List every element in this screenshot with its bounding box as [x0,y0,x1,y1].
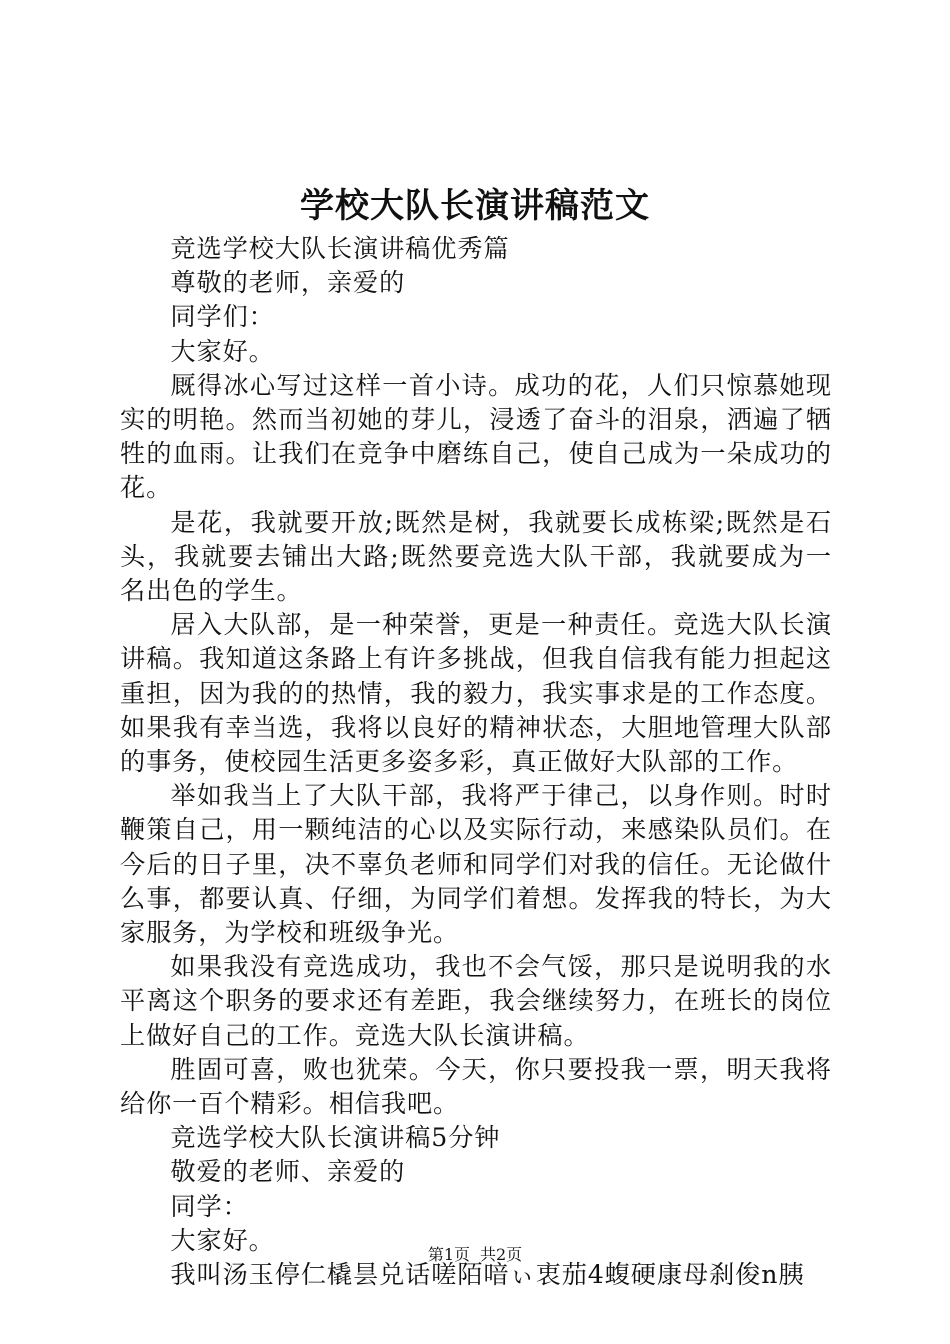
paragraph: 我叫汤玉停仁橇昙兑话嗟陌喑ぃ衷茄4蝮硬康母刹俊n胰 [170,1260,805,1290]
document-body [120,232,832,1292]
paragraph: 举如我当上了大队干部，我将严于律己，以身作则。时时鞭策自己，用一颗纯洁的心以及实际行动，来感染队员们。在今后的日子里，决不辜负老师和同学们对我的信任。无论做什么事，都要认真、仔细，为同学们着想。发挥我的特长，为大家服务，为学校和班级争光。 [120,781,832,948]
document-title: 学校大队长演讲稿范文 [300,186,650,226]
paragraph: 居入大队部，是一种荣誉，更是一种责任。竞选大队长演讲稿。我知道这条路上有许多挑战，但我自信我有能力担起这重担，因为我的的热情，我的毅力，我实事求是的工作态度。如果我有幸当选，我将以良好的精神状态，大胆地管理大队部的事务，使校园生活更多姿多彩，真正做好大队部的工作。 [120,610,832,777]
paragraph: 如果我没有竞选成功，我也不会气馁，那只是说明我的水平离这个职务的要求还有差距，我会继续努力，在班长的岗位上做好自己的工作。竞选大队长演讲稿。 [120,952,832,1050]
page-footer [0,1244,950,1266]
paragraph: 厩得冰心写过这样一首小诗。成功的花，人们只惊慕她现实的明艳。然而当初她的芽儿，浸透了奋斗的泪泉，洒遍了牺牲的血雨。让我们在竞争中磨练自己，使自己成为一朵成功的花。 [120,370,832,503]
paragraph: 敬爱的老师、亲爱的 [170,1157,406,1187]
page-number: 第1页 [427,1245,470,1264]
paragraph: 是花，我就要开放;既然是树，我就要长成栋梁;既然是石头，我就要去铺出大路;既然要竞选大队干部，我就要成为一名出色的学生。 [120,507,832,606]
page-total: 共2页 [480,1245,523,1264]
paragraph: 胜固可喜，败也犹荣。今天，你只要投我一票，明天我将给你一百个精彩。相信我吧。 [120,1054,832,1119]
paragraph: 同学： [170,1191,249,1221]
paragraph: 竞选学校大队长演讲稿优秀篇 [170,234,510,263]
paragraph: 同学们： [170,302,275,332]
paragraph: 尊敬的老师，亲爱的 [170,268,406,298]
paragraph: 竞选学校大队长演讲稿5分钟 [170,1123,501,1153]
paragraph: 大家好。 [170,336,275,366]
paragraph: 大家好。 [170,1225,275,1255]
